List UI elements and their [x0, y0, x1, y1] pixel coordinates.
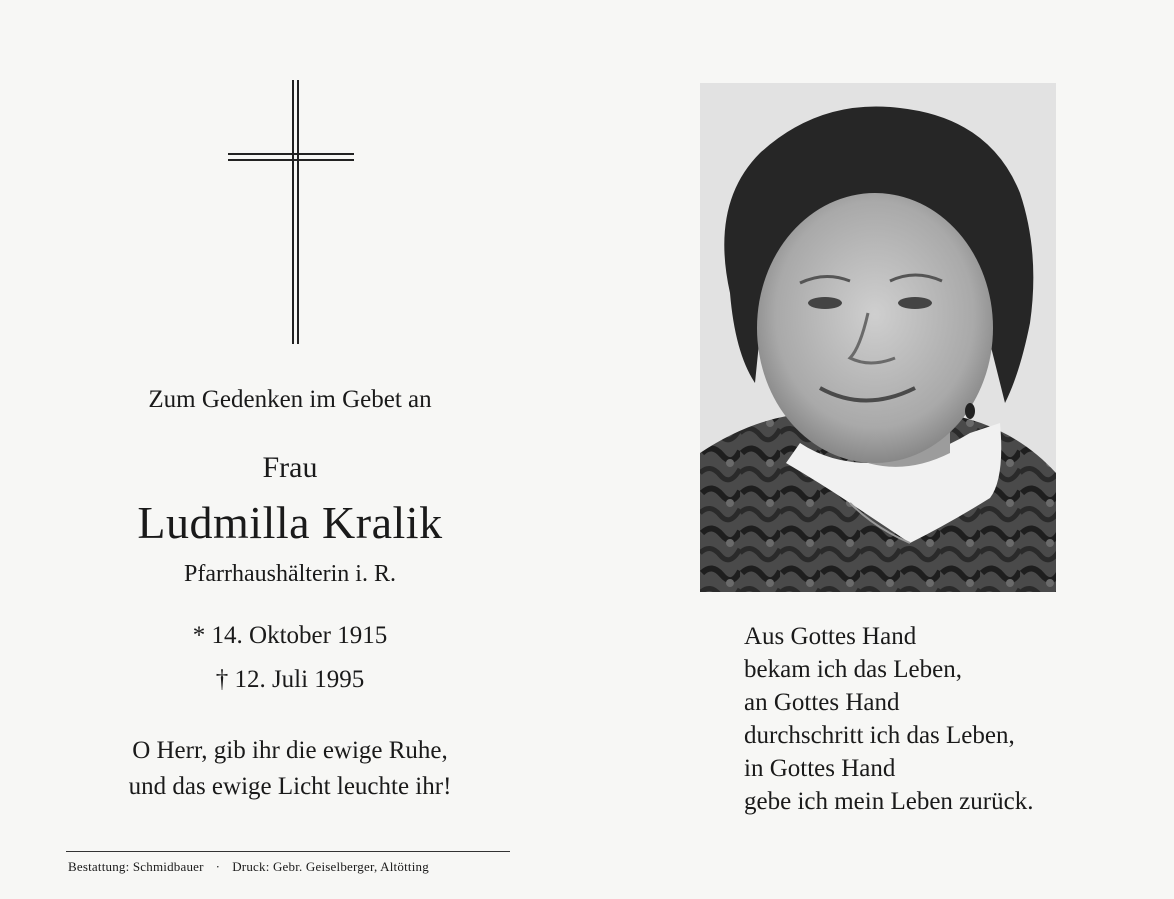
portrait-photo	[700, 83, 1056, 592]
birth-date: * 14. Oktober 1915	[192, 622, 388, 649]
prayer-line: O Herr, gib ihr die ewige Ruhe,	[132, 737, 448, 764]
poem-line: in Gottes Hand	[744, 755, 896, 782]
funeral-home: Bestattung: Schmidbauer	[68, 859, 204, 874]
deceased-name: Ludmilla Kralik	[137, 497, 443, 548]
poem-line: gebe ich mein Leben zurück.	[744, 788, 1034, 815]
printer: Druck: Gebr. Geiselberger, Altötting	[232, 859, 429, 874]
death-date: † 12. Juli 1995	[215, 666, 365, 693]
poem-line: bekam ich das Leben,	[744, 656, 962, 683]
footer-separator: ·	[215, 859, 221, 874]
prayer	[60, 733, 520, 805]
footer	[68, 859, 429, 875]
poem-line: durchschritt ich das Leben,	[744, 722, 1015, 749]
occupation: Pfarrhaushälterin i. R.	[184, 561, 396, 587]
poem-line: Aus Gottes Hand	[744, 623, 917, 650]
intro-text: Zum Gedenken im Gebet an	[148, 386, 432, 413]
cross-icon	[228, 80, 354, 344]
poem	[744, 620, 1033, 818]
prayer-line: und das ewige Licht leuchte ihr!	[128, 773, 452, 800]
title-word: Frau	[262, 451, 318, 484]
footer-divider	[66, 851, 510, 852]
poem-line: an Gottes Hand	[744, 689, 900, 716]
